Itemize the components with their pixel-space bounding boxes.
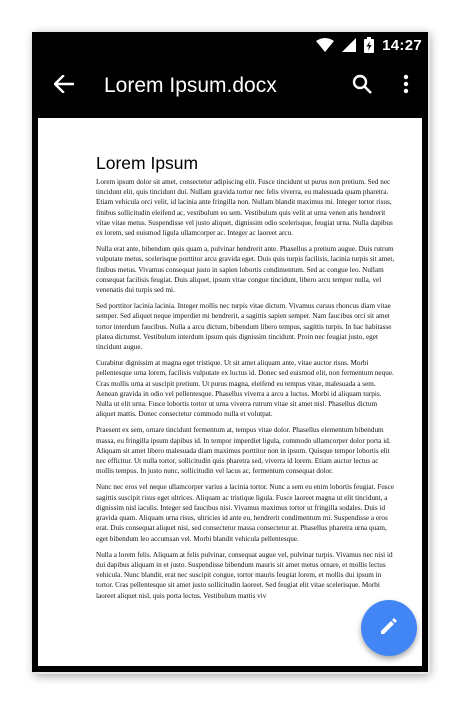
app-bar — [32, 58, 428, 114]
search-icon — [352, 74, 372, 99]
device-screen — [32, 32, 428, 672]
battery-charging-icon — [364, 37, 374, 53]
more-options-button[interactable] — [384, 58, 428, 114]
document-paragraph: Curabitur dignissim at magna eget tristique. Ut sit amet aliquam ante, vitae auctor risus. Morbi pellentesque urna lorem, facilisis vulputate ex luctus id. Donec sed euismod elit, non fermentum neque. Cras mollis urna at suscipit pretium. Ut purus magna, eleifend eu tempus vitae, malesuada a sem. Aenean gravida in odio vel pellentesque. Phasellus viverra a arcu a luctus. Morbi id aliquam turpis. Nulla ut elit urna. Fusce lobortis tortor ut urna viverra rutrum vitae sit amet nisl. Phasellus dictum aliquet mattis. Donec consectetur commodo nulla et volutpat. — [96, 359, 394, 419]
wifi-icon — [316, 38, 334, 52]
cellular-signal-icon — [342, 38, 356, 52]
document-paragraph: Praesent ex sem, ornare tincidunt fermentum at, tempus vitae dolor. Phasellus elementum bibendum massa, eu fringilla ipsum dapibus id. In tempor imperdiet ligula, commodo ullamcorper dolor porta id. Aliquam sit amet libero malesuada diam maximus porttitor non in ipsum. Quisque tempor lobortis elit nec efficitur. Ut nulla tortor, sollicitudin quis pharetra sed, viverra id lorem. Etiam auctor lectus ac mollis tempus. In justo nunc, sollicitudin vel lacus ac, fermentum consequat dolor. — [96, 426, 391, 476]
document-paragraph: Nunc nec eros vel neque ullamcorper varius a lacinia tortor. Nunc a sem eu enim lobortis feugiat. Fusce sagittis suscipit risus eget ultrices. Aliquam ac tristique ligula. Fusce laoreet magna ut elit tincidunt, a dignissim nisl iaculis. Integer sed faucibus nisi. Vivamus maximus tortor ut fringilla sodales. Duis id gravida quam. Aliquam urna risus, ultricies id ante eu, hendrerit condimentum mi. Suspendisse a eros erat. Duis consequat aliquet nisi, sed consectetur massa consectetur at. Phasellus pharetra urna quam, eget bibendum leo accumsan vel. Morbi blandit vehicula pellentesque. — [96, 483, 394, 543]
document-paragraph: Sed porttitor lacinia lacinia. Integer mollis nec turpis vitae dictum. Vivamus cursus rhoncus diam vitae semper. Sed aliquet neque imperdiet mi hendrerit, a sagittis sapien semper. Nam faucibus orci sit amet tortor interdum faucibus. Nulla a arcu dictum, bibendum libero tempus, sagittis turpis. In hac habitasse platea dictumst. Vestibulum interdum ipsum quis dignissim tincidunt. Proin nec feugiat justo, eget tincidunt augue. — [96, 302, 392, 352]
back-button[interactable] — [36, 58, 92, 114]
search-button[interactable] — [340, 58, 384, 114]
document-body — [96, 153, 396, 607]
back-arrow-icon — [54, 75, 74, 98]
document-paragraph: Nulla erat ante, bibendum quis quam a, pulvinar hendrerit ante. Phasellus a pretium augue. Duis rutrum vulputate metus, scelerisque porttitor arcu gravida eget. Duis quis turpis facilisis, lacinia turpis sit amet, finibus metus. Vivamus consequat justo in sapien lobortis condimentum. Sed ac congue leo. Nullam consequat facilisis feugiat. Duis aliquet, ipsum vitae congue tincidunt, libero arcu tempor nulla, vel venenatis dui turpis sed mi. — [96, 245, 395, 295]
status-time: 14:27 — [382, 36, 422, 54]
document-paragraph: Lorem ipsum dolor sit amet, consectetur adipiscing elit. Fusce tincidunt ut purus non pretium. Sed nec tincidunt elit, quis tincidunt dui. Nullam gravida tortor nec felis viverra, eu malesuada quam pharetra. Etiam vehicula orci velit, id lacinia ante fringilla non. Nullam blandit maximus mi. Integer tortor risus, finibus sollicitudin eleifend ac, vestibulum eu sem. Vestibulum quis velit at urna venen atis hendrerit vitae vitae metus. Suspendisse vel justo aliquet, dignissim odio scelerisque, feugiat urna. Nulla dapibus ex lorem, sed euismod ligula ullamcorper ac. Integer ac laoreet arcu. — [96, 178, 393, 238]
document-page[interactable] — [38, 118, 422, 666]
edit-fab-button[interactable] — [361, 600, 417, 656]
document-title: Lorem Ipsum.docx — [104, 74, 277, 97]
more-vert-icon — [403, 74, 409, 99]
document-paragraph: Nulla a lorem felis. Aliquam at felis pulvinar, consequat augue vel, pulvinar turpis. Vivamus nec nisi id dui dapibus aliquam in et justo. Suspendisse bibendum mauris sit amet metus ornare, et mollis lectus vehicula. Nunc blandit, erat nec suscipit congue, tortor mauris feugiat lorem, et mollis dui ipsum in tortor. Cras pellentesque sit amet justo sollicitudin laoreet. Sed feugiat elit vitae scelerisque. Morbi laoreet aliquet nisl, quis porta lectus. Vestibulum mattis viv — [96, 550, 393, 600]
edit-pencil-icon — [379, 616, 399, 641]
document-heading: Lorem Ipsum — [96, 153, 199, 173]
status-bar — [32, 32, 428, 58]
